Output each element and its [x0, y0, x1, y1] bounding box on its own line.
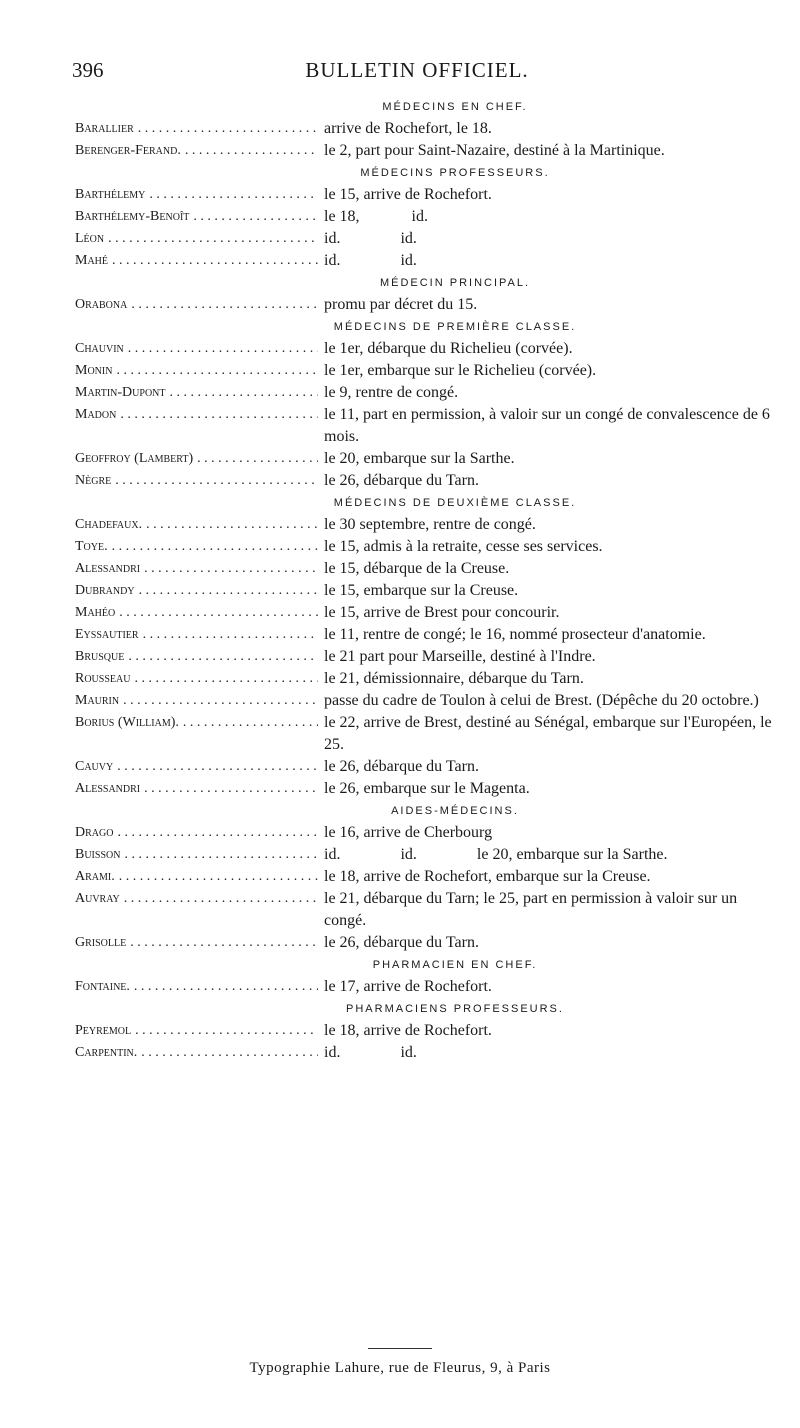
entry-row [75, 712, 775, 756]
movement-text: id. id. [324, 1044, 417, 1061]
section-title: MÉDECINS PROFESSEURS. [360, 167, 550, 179]
person-name: Cauvy . . . [75, 756, 318, 778]
printer-imprint: Typographie Lahure, rue de Fleurus, 9, à Paris [249, 1360, 551, 1376]
entry-row [75, 228, 775, 250]
person-name: Fontaine. . . . [75, 976, 318, 998]
section-title: PHARMACIENS PROFESSEURS. [346, 1003, 564, 1015]
movement-text: le 20, embarque sur la Sarthe. [324, 450, 515, 467]
entry-row [75, 184, 775, 206]
section-title: MÉDECINS DE PREMIÈRE CLASSE. [333, 321, 577, 333]
running-title: BULLETIN OFFICIEL. [305, 58, 529, 82]
movement-text: le 18, arrive de Rochefort, embarque sur la Creuse. [324, 868, 651, 885]
person-name: Buisson . . . [75, 844, 318, 866]
movement-text: le 15, embarque sur la Creuse. [324, 582, 519, 599]
movement-text: le 26, débarque du Tarn. [324, 472, 479, 489]
entry-row [75, 404, 775, 448]
movement-text: le 2, part pour Saint-Nazaire, destiné à la Martinique. [324, 142, 665, 159]
person-name: Peyremol . . . [75, 1020, 318, 1042]
person-name: Dubrandy . . . [75, 580, 318, 602]
movement-text: le 15, arrive de Rochefort. [324, 186, 492, 203]
movement-text: le 18, id. [324, 208, 428, 225]
person-name: Alessandri . . . [75, 778, 318, 800]
movement-text: le 15, débarque de la Creuse. [324, 560, 510, 577]
person-name: Mahéo . . . [75, 602, 318, 624]
person-name: Chauvin . . . [75, 338, 318, 360]
movement-text: le 11, part en permission, à valoir sur un congé de convalescence de 6 mois. [324, 406, 774, 445]
entry-row [75, 382, 775, 404]
section-title: MÉDECINS EN CHEF. [382, 101, 528, 113]
person-name: Carpentin. . . . [75, 1042, 318, 1064]
movement-text: le 21, démissionnaire, débarque du Tarn. [324, 670, 584, 687]
person-name: Drago . . . [75, 822, 318, 844]
section-title: AIDES-MÉDECINS. [391, 805, 519, 817]
movement-text: le 22, arrive de Brest, destiné au Sénégal, embarque sur l'Européen, le 25. [324, 714, 776, 753]
person-name: Borius (William). . . . [75, 712, 318, 756]
section-title: PHARMACIEN EN CHEF. [372, 959, 538, 971]
entry-row [75, 294, 775, 316]
movement-text: le 1er, débarque du Richelieu (corvée). [324, 340, 573, 357]
entry-row [75, 976, 775, 998]
entry-row [75, 624, 775, 646]
person-name: Madon . . . [75, 404, 318, 448]
movement-text: arrive de Rochefort, le 18. [324, 120, 492, 137]
movement-text: le 30 septembre, rentre de congé. [324, 516, 536, 533]
entry-row [75, 514, 775, 536]
entry-row [75, 448, 775, 470]
movement-text: le 9, rentre de congé. [324, 384, 459, 401]
entry-row [75, 580, 775, 602]
entry-row [75, 250, 775, 272]
entry-row [75, 866, 775, 888]
entry-row [75, 118, 775, 140]
person-name: Rousseau . . . [75, 668, 318, 690]
movement-text: le 26, embarque sur le Magenta. [324, 780, 530, 797]
movement-text: le 1er, embarque sur le Richelieu (corvée). [324, 362, 597, 379]
person-name: Léon . . . [75, 228, 318, 250]
entry-row [75, 690, 775, 712]
person-name: Orabona . . . [75, 294, 318, 316]
movement-text: id. id. [324, 230, 417, 247]
entry-row [75, 360, 775, 382]
entry-row [75, 822, 775, 844]
person-name: Eyssautier . . . [75, 624, 318, 646]
entry-row [75, 668, 775, 690]
movement-text: le 26, débarque du Tarn. [324, 758, 479, 775]
section-title: MÉDECIN PRINCIPAL. [379, 277, 531, 289]
person-name: Alessandri . . . [75, 558, 318, 580]
entry-row [75, 844, 775, 866]
person-name: Chadefaux. . . . [75, 514, 318, 536]
person-name: Berenger-Ferand. . . . [75, 140, 318, 162]
entry-row [75, 558, 775, 580]
entry-row [75, 756, 775, 778]
movement-text: le 17, arrive de Rochefort. [324, 978, 492, 995]
person-name: Geoffroy (Lambert) . . . [75, 448, 318, 470]
person-name: Toye. . . . [75, 536, 318, 558]
entry-row [75, 602, 775, 624]
movement-text: passe du cadre de Toulon à celui de Brest. (Dépêche du 20 octobre.) [324, 692, 759, 709]
movement-text: le 21, débarque du Tarn; le 25, part en permission à valoir sur un congé. [324, 890, 742, 929]
person-name: Auvray . . . [75, 888, 318, 932]
person-name: Grisolle . . . [75, 932, 318, 954]
person-name: Barthélemy . . . [75, 184, 318, 206]
entry-row [75, 470, 775, 492]
movement-text: le 15, admis à la retraite, cesse ses services. [324, 538, 603, 555]
entry-row [75, 140, 775, 162]
person-name: Brusque . . . [75, 646, 318, 668]
person-name: Barthélemy-Benoît . . . [75, 206, 318, 228]
movement-text: le 11, rentre de congé; le 16, nommé prosecteur d'anatomie. [324, 626, 706, 643]
entry-row [75, 1042, 775, 1064]
movement-text: id. id. le 20, embarque sur la Sarthe. [324, 846, 668, 863]
movement-text: promu par décret du 15. [324, 296, 478, 313]
footer-rule [368, 1348, 432, 1349]
person-name: Nègre . . . [75, 470, 318, 492]
section-title: MÉDECINS DE DEUXIÈME CLASSE. [333, 497, 577, 509]
entry-row [75, 1020, 775, 1042]
entry-row [75, 338, 775, 360]
movement-text: le 21 part pour Marseille, destiné à l'Indre. [324, 648, 596, 665]
entry-row [75, 206, 775, 228]
entry-row [75, 646, 775, 668]
personnel-movements [75, 96, 775, 1064]
entry-row [75, 536, 775, 558]
person-name: Mahé . . . [75, 250, 318, 272]
person-name: Arami. . . . [75, 866, 318, 888]
movement-text: le 16, arrive de Cherbourg [324, 824, 493, 841]
entry-row [75, 932, 775, 954]
person-name: Barallier . . . [75, 118, 318, 140]
page-header [72, 58, 762, 88]
page-number: 396 [72, 58, 104, 82]
movement-text: id. id. [324, 252, 417, 269]
entry-row [75, 888, 775, 932]
entry-row [75, 778, 775, 800]
person-name: Monin . . . [75, 360, 318, 382]
person-name: Maurin . . . [75, 690, 318, 712]
movement-text: le 15, arrive de Brest pour concourir. [324, 604, 560, 621]
movement-text: le 18, arrive de Rochefort. [324, 1022, 492, 1039]
movement-text: le 26, débarque du Tarn. [324, 934, 479, 951]
person-name: Martin-Dupont . . . [75, 382, 318, 404]
